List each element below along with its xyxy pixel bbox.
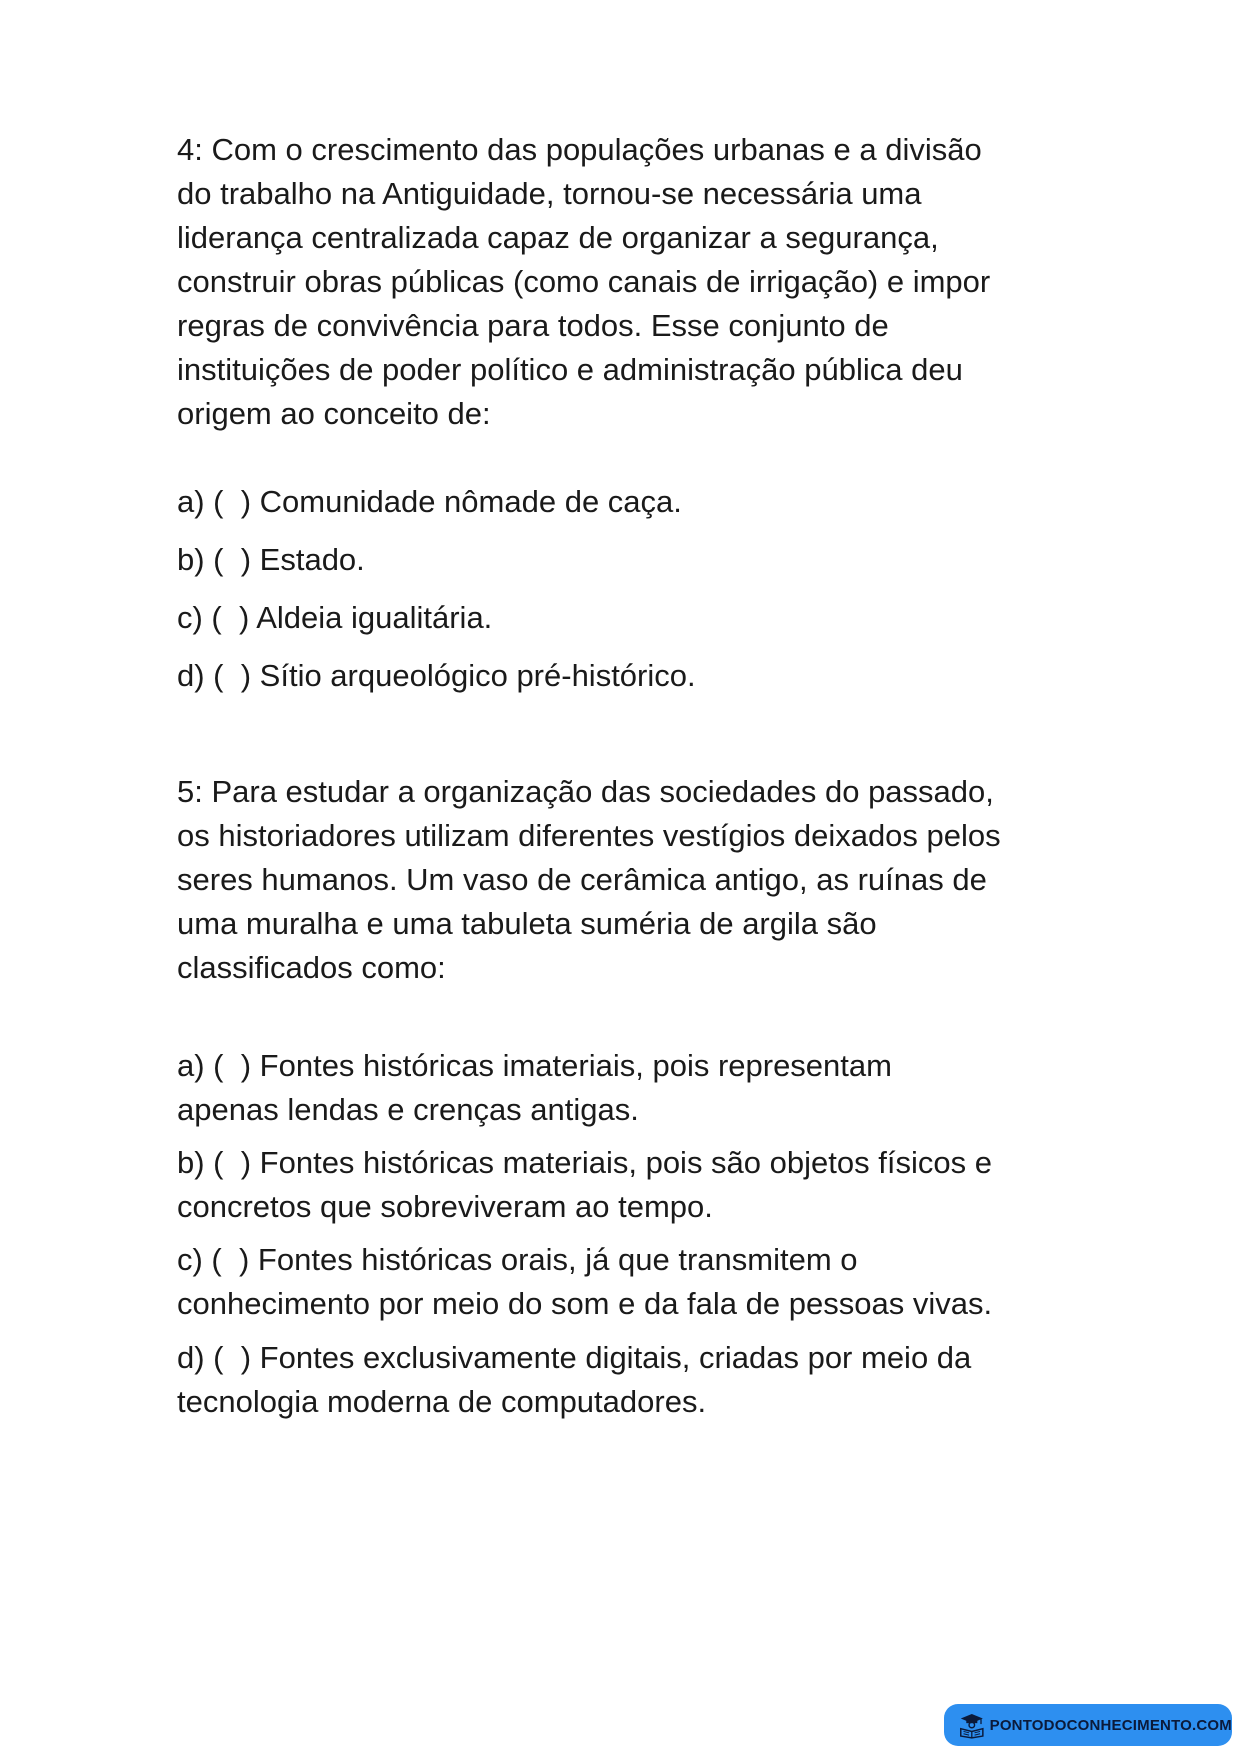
question-5-option-d: d) ( ) Fontes exclusivamente digitais, criadas por meio da tecnologia moderna de computadores. bbox=[177, 1340, 972, 1419]
question-5-option-a: a) ( ) Fontes históricas imateriais, pois representam apenas lendas e crenças antigas. bbox=[177, 1048, 892, 1127]
question-4-option-d: d) ( ) Sítio arqueológico pré-histórico. bbox=[177, 658, 696, 693]
student-reading-icon bbox=[958, 1710, 986, 1740]
question-5-option-b: b) ( ) Fontes históricas materiais, pois são objetos físicos e concretos que sobreviveram ao tempo. bbox=[177, 1145, 992, 1224]
question-4-option-b: b) ( ) Estado. bbox=[177, 542, 365, 577]
question-5-option-c: c) ( ) Fontes históricas orais, já que transmitem o conhecimento por meio do som e da fala de pessoas vivas. bbox=[177, 1242, 993, 1321]
question-5-text: 5: Para estudar a organização das sociedades do passado, os historiadores utilizam diferentes vestígios deixados pelos seres humanos. Um vaso de cerâmica antigo, as ruínas de uma muralha e uma tabuleta suméria de argila são classificados como: bbox=[177, 774, 1001, 985]
question-4-option-a: a) ( ) Comunidade nômade de caça. bbox=[177, 484, 682, 519]
question-4-text: 4: Com o crescimento das populações urbanas e a divisão do trabalho na Antiguidade, tornou-se necessária uma liderança centralizada capaz de organizar a segurança, construir obras públicas (como canais de irrigação) e impor regras de convivência para todos. Esse conjunto de instituições de poder político e administração pública deu origem ao conceito de: bbox=[177, 132, 991, 431]
question-4-option-c: c) ( ) Aldeia igualitária. bbox=[177, 600, 493, 635]
site-brand-badge[interactable] bbox=[944, 1704, 1232, 1746]
site-brand-text: PONTODOCONHECIMENTO.COM bbox=[989, 1716, 1232, 1734]
